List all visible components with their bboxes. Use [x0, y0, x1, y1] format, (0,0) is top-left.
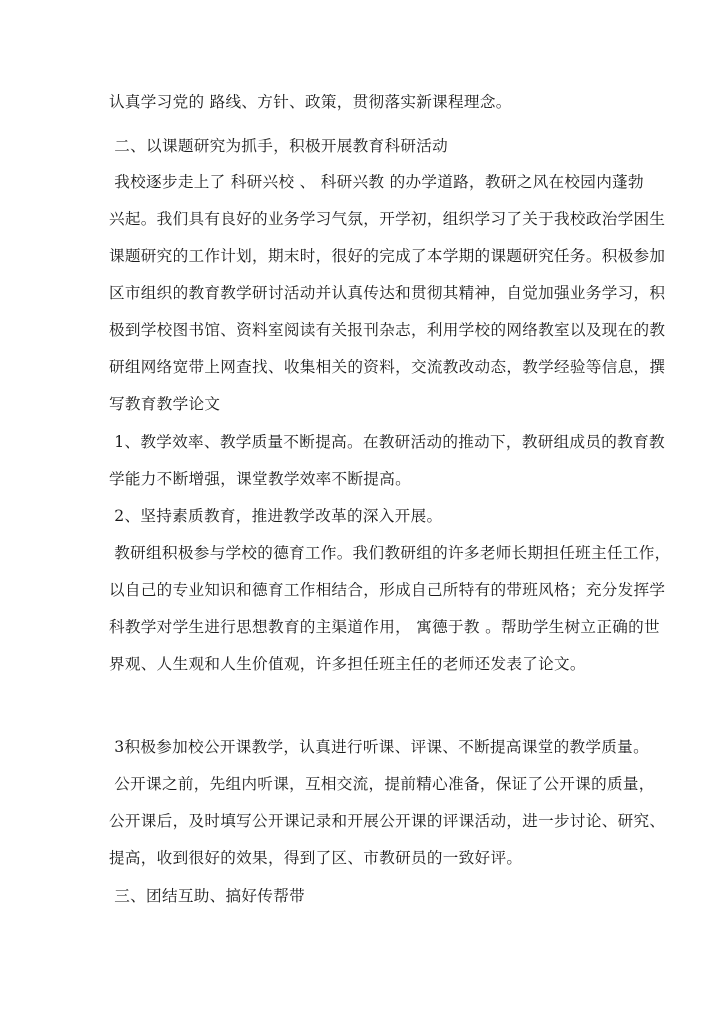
list-item-3: 3积极参加校公开课教学，认真进行听课、评课、不断提高课堂的教学质量。 — [109, 738, 649, 756]
text-line-3: 我校逐步走上了 科研兴校 、 科研兴教 的办学道路，教研之风在校园内蓬勃 — [109, 173, 644, 191]
text-line-4: 兴起。我们具有良好的业务学习气氛，开学初，组织学习了关于我校政治学困生 — [109, 210, 666, 228]
text-line-16: 界观、人生观和人生价值观，许多担任班主任的老师还发表了论文。 — [109, 655, 586, 673]
section-heading-2: 二、以课题研究为抓手，积极开展教育科研活动 — [109, 137, 449, 155]
text-line-15: 科教学对学生进行思想教育的主渠道作用， 寓德于教 。帮助学生树立正确的世 — [109, 618, 660, 636]
text-line-18: 公开课之前，先组内听课，互相交流，提前精心准备，保证了公开课的质量， — [109, 775, 655, 793]
text-line-9: 写教育教学论文 — [109, 395, 221, 413]
text-line-14: 以自己的专业知识和德育工作相结合，形成自己所特有的带班风格；充分发挥学 — [109, 581, 666, 599]
text-line-8: 研组网络宽带上网查找、收集相关的资料，交流教改动态，教学经验等信息，撰 — [109, 358, 666, 376]
section-heading-3: 三、团结互助、搞好传帮带 — [109, 887, 305, 905]
text-line-7: 极到学校图书馆、资料室阅读有关报刊杂志，利用学校的网络教室以及现在的教 — [109, 321, 666, 339]
text-line-20: 提高，收到很好的效果，得到了区、市教研员的一致好评。 — [109, 849, 523, 867]
list-item-2: 2、坚持素质教育，推进教学改革的深入开展。 — [109, 507, 443, 525]
text-line-13: 教研组积极参与学校的德育工作。我们教研组的许多老师长期担任班主任工作， — [109, 544, 671, 562]
list-item-1: 1、教学效率、教学质量不断提高。在教研活动的推动下，教研组成员的教育教 — [109, 433, 665, 451]
text-line-11: 学能力不断增强，课堂教学效率不断提高。 — [109, 470, 411, 488]
text-line-1: 认真学习党的 路线、方针、政策，贯彻落实新课程理念。 — [109, 93, 512, 111]
text-line-5: 课题研究的工作计划，期末时，很好的完成了本学期的课题研究任务。积极参加 — [109, 247, 666, 265]
text-line-6: 区市组织的教育教学研讨活动并认真传达和贯彻其精神，自觉加强业务学习，积 — [109, 284, 666, 302]
text-line-19: 公开课后，及时填写公开课记录和开展公开课的评课活动，进一步讨论、研究、 — [109, 812, 666, 830]
